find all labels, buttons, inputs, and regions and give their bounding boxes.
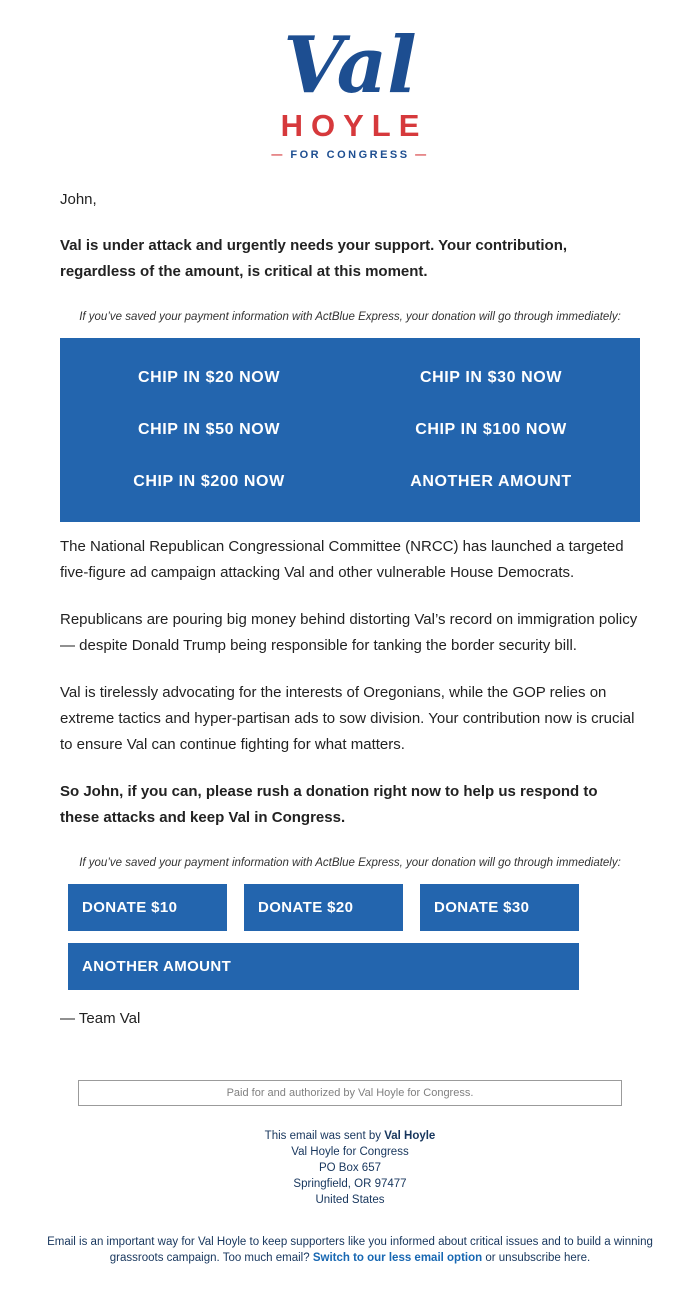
logo-hoyle-text: HOYLE	[280, 108, 428, 143]
footer-note-middle: or	[482, 1252, 499, 1264]
paragraph-republicans: Republicans are pouring big money behind distorting Val’s record on immigration policy — despite Donald Trump being responsible for tanking the border security bill.	[60, 611, 638, 654]
signoff: — Team Val	[60, 1010, 141, 1027]
sent-by-name: Val Hoyle	[384, 1130, 436, 1142]
footer-sender-block	[0, 1128, 700, 1208]
actblue-express-note-top: If you’ve saved your payment information with ActBlue Express, your donation will go through immediately:	[79, 311, 621, 323]
another-amount-grid-button[interactable]: ANOTHER AMOUNT	[410, 473, 572, 490]
intro-paragraph: Val is under attack and urgently needs your support. Your contribution, regardless of the amount, is critical at this moment.	[60, 237, 568, 280]
donate-button-row	[68, 884, 640, 931]
address-line-pobox: PO Box 657	[318, 1162, 381, 1174]
tagline-text: FOR CONGRESS	[290, 149, 410, 161]
greeting: John,	[60, 191, 97, 208]
paragraph-val-advocating: Val is tirelessly advocating for the interests of Oregonians, while the GOP relies on extreme tactics and hyper-partisan ads to sow division. Your contribution now is crucial to ensure Val can continue fighting for what matters.	[60, 684, 635, 753]
address-line-committee: Val Hoyle for Congress	[291, 1146, 409, 1158]
another-amount-wide-button[interactable]: ANOTHER AMOUNT	[68, 943, 579, 990]
less-email-option-link[interactable]: Switch to our less email option	[312, 1252, 483, 1264]
address-line-city: Springfield, OR 97477	[293, 1178, 407, 1190]
donate-button-area	[68, 884, 640, 990]
svg-text:Val: Val	[283, 20, 417, 111]
val-script-graphic	[200, 14, 500, 114]
footer-email-note	[45, 1234, 655, 1266]
chip-in-button-grid	[60, 338, 640, 522]
donate-10-button[interactable]: DONATE $10	[68, 884, 227, 931]
email-content	[0, 187, 700, 1106]
chip-in-200-now-button[interactable]: CHIP IN $200 NOW	[133, 473, 285, 490]
donate-20-button[interactable]: DONATE $20	[244, 884, 403, 931]
logo-tagline	[0, 149, 700, 161]
campaign-logo	[0, 10, 700, 161]
cta-paragraph: So John, if you can, please rush a donation right now to help us respond to these attacks and keep Val in Congress.	[60, 783, 598, 826]
logo-val-script	[0, 14, 700, 114]
address-line-country: United States	[315, 1194, 385, 1206]
tagline-dash-left: —	[271, 149, 285, 161]
unsubscribe-link[interactable]: unsubscribe here	[498, 1252, 588, 1264]
sent-by-prefix: This email was sent by	[264, 1130, 385, 1142]
chip-in-30-now-button[interactable]: CHIP IN $30 NOW	[419, 369, 563, 386]
footer-note-end: .	[587, 1252, 591, 1264]
chip-in-100-now-button[interactable]: CHIP IN $100 NOW	[415, 421, 567, 438]
tagline-dash-right: —	[415, 149, 429, 161]
sent-by-line	[0, 1128, 700, 1144]
actblue-express-note-bottom: If you’ve saved your payment information with ActBlue Express, your donation will go through immediately:	[79, 857, 621, 869]
donate-30-button[interactable]: DONATE $30	[420, 884, 579, 931]
paid-for-disclaimer: Paid for and authorized by Val Hoyle for Congress.	[78, 1080, 622, 1106]
paragraph-nrcc: The National Republican Congressional Committee (NRCC) has launched a targeted five-figure ad campaign attacking Val and other vulnerable House Democrats.	[60, 538, 624, 581]
chip-in-50-now-button[interactable]: CHIP IN $50 NOW	[137, 421, 281, 438]
chip-in-20-now-button[interactable]: CHIP IN $20 NOW	[137, 369, 281, 386]
footer-note-before: Email is an important way for Val Hoyle to keep supporters like you informed about critical issues and to build a winning grassroots campaign. Too much email?	[47, 1236, 653, 1264]
